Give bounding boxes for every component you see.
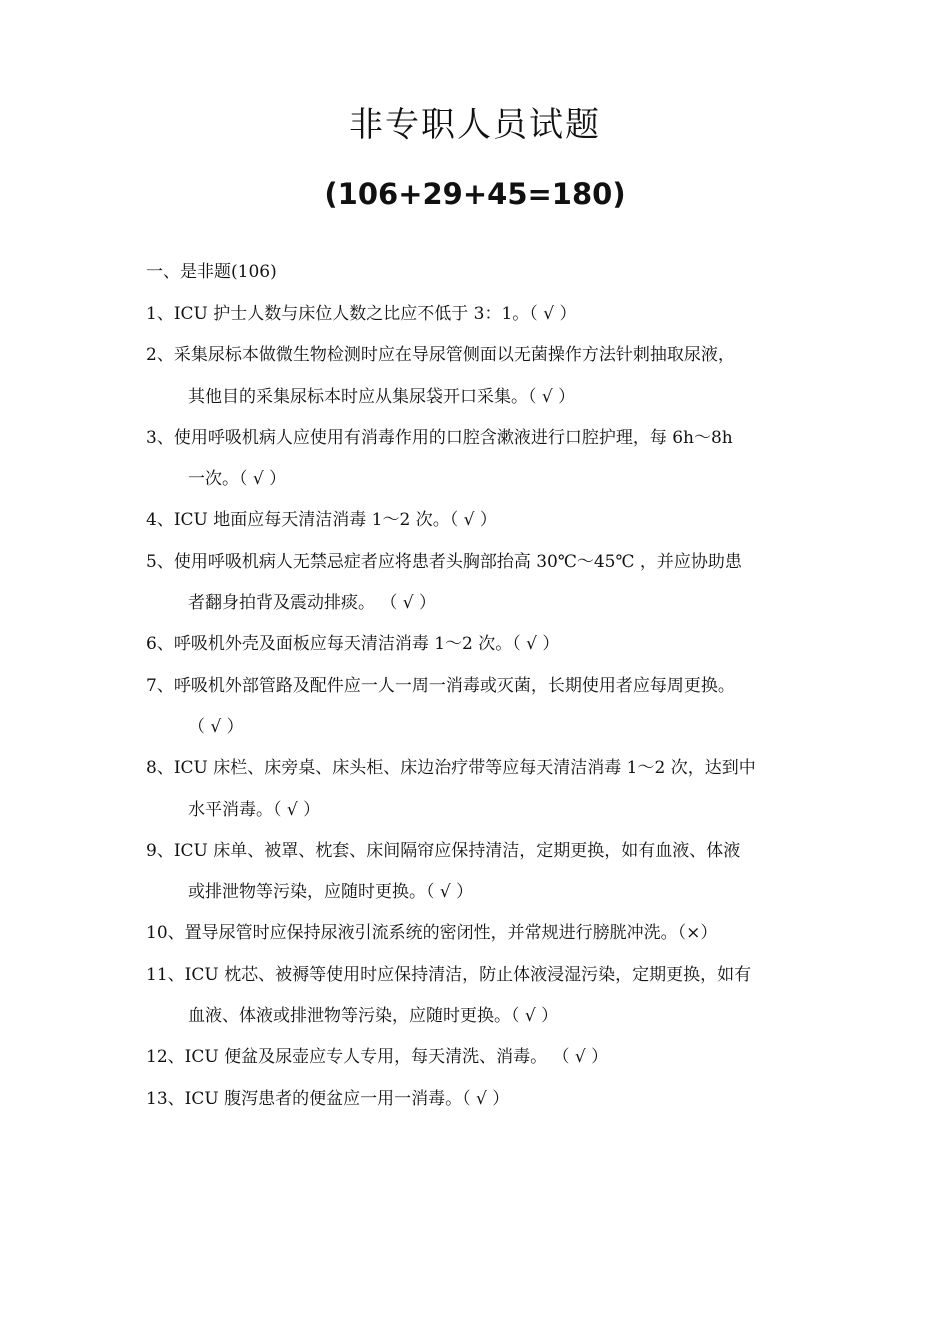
question-item [146,1043,816,1071]
question-text: 12、ICU 便盆及尿壶应专人专用，每天清洗、消毒。 （ √ ） [146,1047,609,1068]
question-item [146,300,816,328]
question-continuation: 血液、体液或排泄物等污染，应随时更换。（ √ ） [188,1006,559,1027]
question-text: 6、呼吸机外壳及面板应每天清洁消毒 1～2 次。（ √ ） [146,634,560,655]
question-text: 11、ICU 枕芯、被褥等使用时应保持清洁，防止体液浸湿污染，定期更换，如有 [146,964,752,985]
question-text: 10、置导尿管时应保持尿液引流系统的密闭性，并常规进行膀胱冲洗。（×） [146,923,718,944]
question-item [146,754,816,823]
question-text: 4、ICU 地面应每天清洁消毒 1～2 次。（ √ ） [146,510,497,531]
question-continuation: 其他目的采集尿标本时应从集尿袋开口采集。（ √ ） [188,386,576,407]
question-continuation: （ √ ） [188,716,244,737]
question-list [146,300,816,1126]
question-continuation: 或排泄物等污染，应随时更换。（ √ ） [188,882,474,903]
question-text: 3、使用呼吸机病人应使用有消毒作用的口腔含漱液进行口腔护理，每 6h～8h [146,427,733,448]
question-continuation: 一次。（ √ ） [188,469,287,490]
question-continuation: 者翻身拍背及震动排痰。 （ √ ） [188,593,437,614]
question-text: 5、使用呼吸机病人无禁忌症者应将患者头胸部抬高 30℃～45℃ ，并应协助患 [146,551,742,572]
question-item [146,672,816,741]
question-item [146,548,816,617]
page-title: 非专职人员试题 [349,105,601,145]
question-text: 1、ICU 护士人数与床位人数之比应不低于 3：1。（ √ ） [146,304,577,324]
section-heading: 一、是非题(106) [146,262,277,282]
question-item [146,837,816,906]
question-text: 7、呼吸机外部管路及配件应一人一周一消毒或灭菌，长期使用者应每周更换。 [146,675,735,696]
question-text: 8、ICU 床栏、床旁桌、床头柜、床边治疗带等应每天清洁消毒 1～2 次，达到中 [146,758,756,779]
question-text: 2、采集尿标本做微生物检测时应在导尿管侧面以无菌操作方法针刺抽取尿液， [146,345,735,366]
question-item [146,341,816,410]
question-item [146,1085,816,1113]
question-item [146,919,816,947]
question-item [146,630,816,658]
score-summary: (106+29+45=180) [324,177,626,211]
question-item [146,961,816,1030]
question-text: 9、ICU 床单、被罩、枕套、床间隔帘应保持清洁，定期更换，如有血液、体液 [146,840,741,861]
question-continuation: 水平消毒。（ √ ） [188,799,321,820]
question-text: 13、ICU 腹泻患者的便盆应一用一消毒。（ √ ） [146,1088,510,1109]
question-item [146,506,816,534]
question-item [146,424,816,493]
